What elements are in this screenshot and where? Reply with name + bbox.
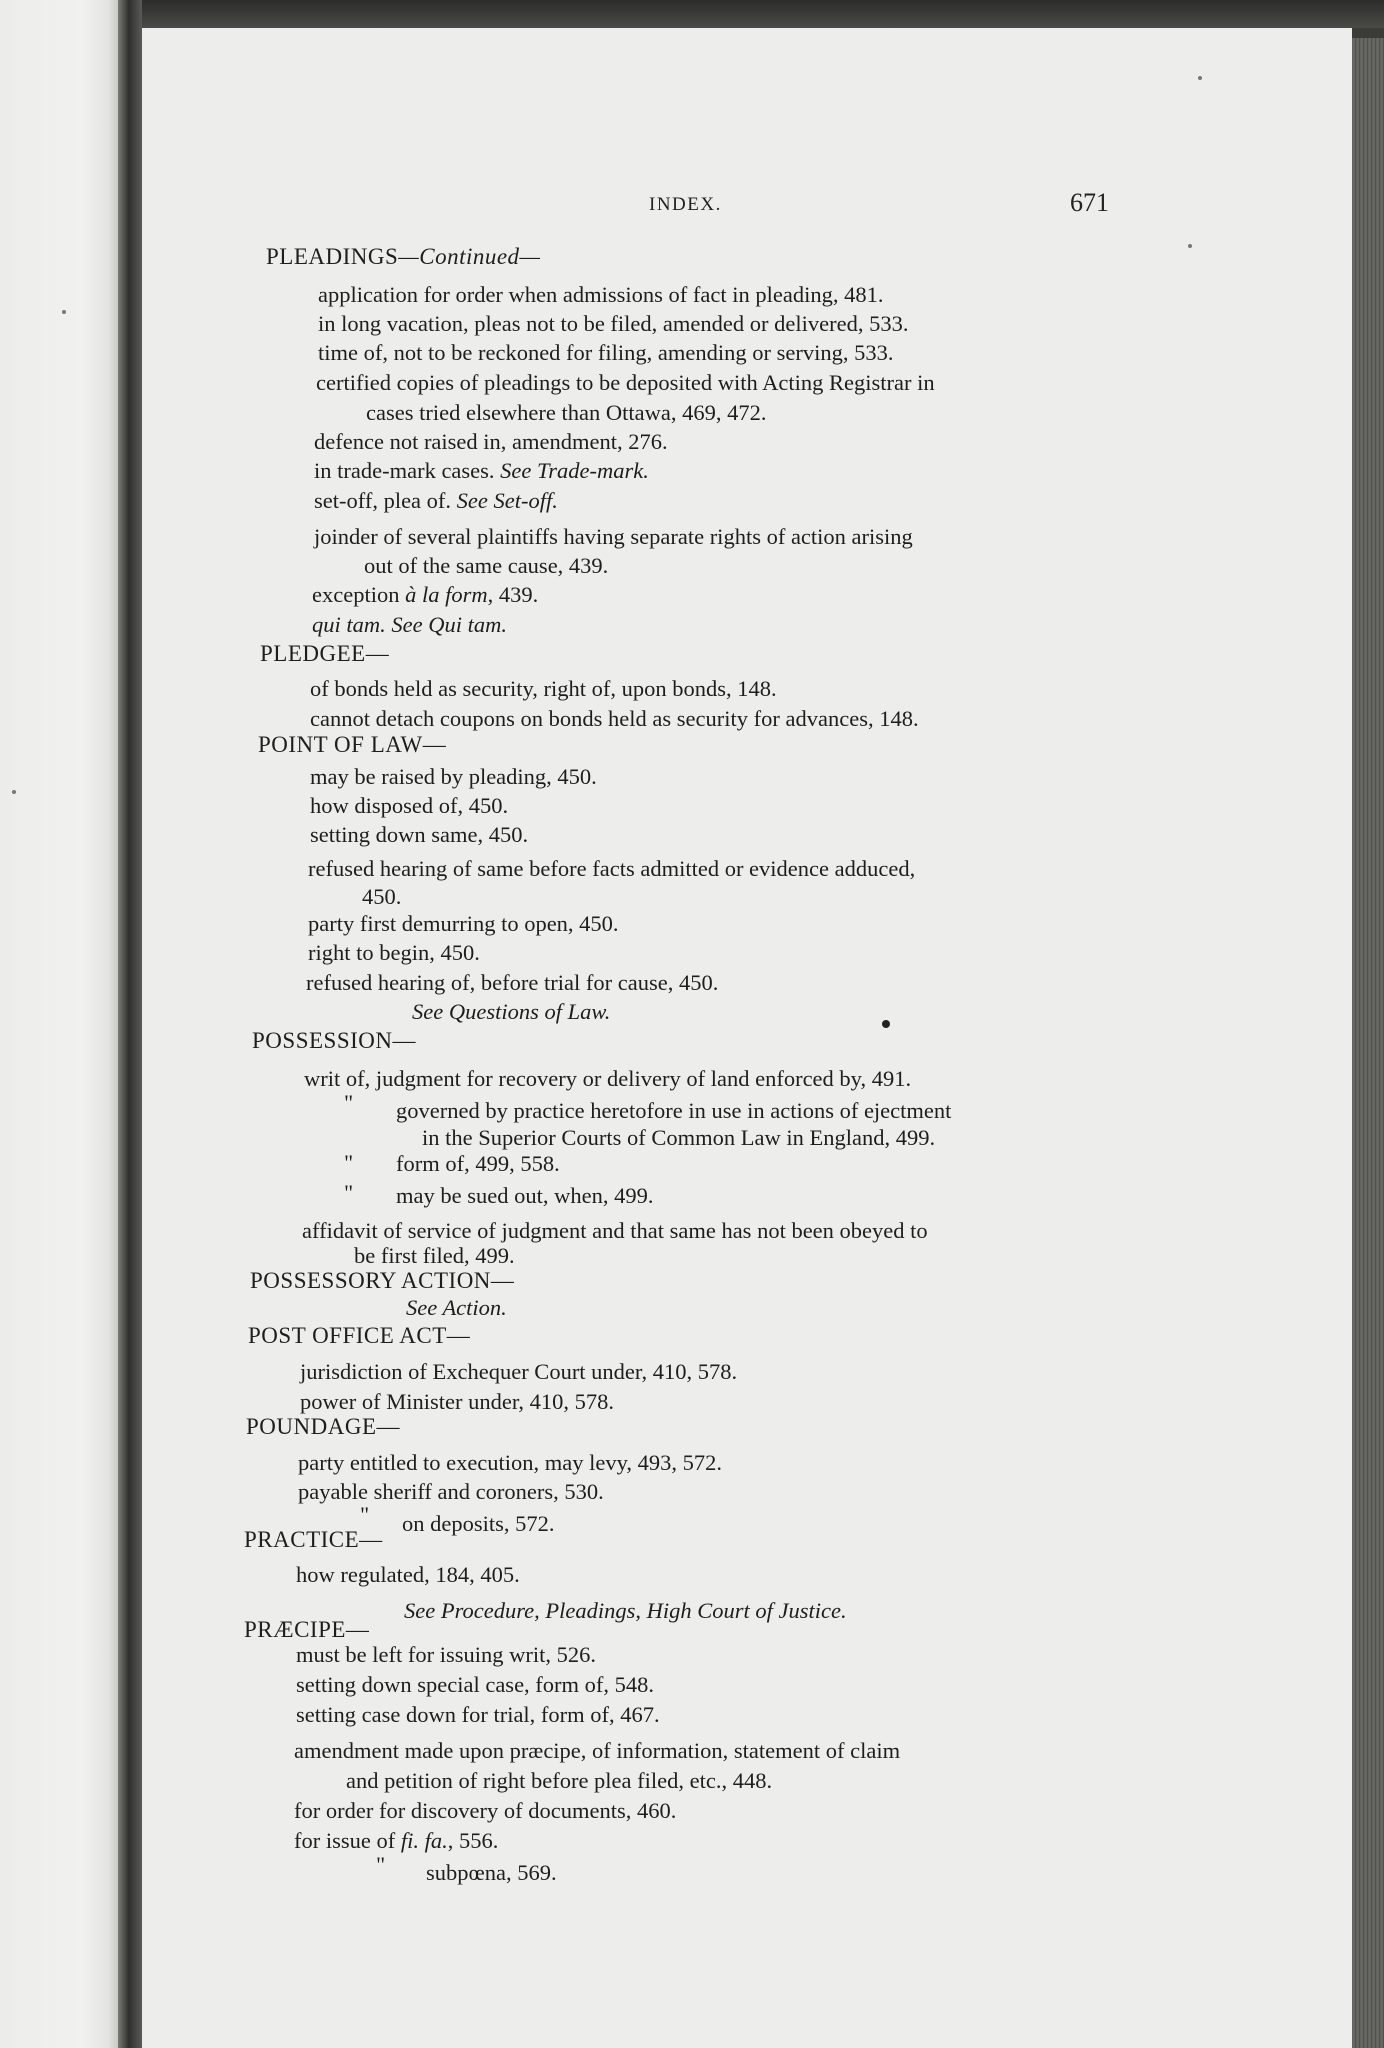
speck [1188,244,1192,248]
left-page-edge [0,0,118,2048]
subentry: certified copies of pleadings to be deposited with Acting Registrar in [316,370,935,395]
subentry: jurisdiction of Exchequer Court under, 410, 578. [300,1359,738,1384]
speck [1198,76,1202,80]
subentry: refused hearing of, before trial for cause, 450. [306,970,719,995]
subentry: time of, not to be reckoned for filing, amending or serving, 533. [318,340,894,365]
subentry: cannot detach coupons on bonds held as security for advances, 148. [310,706,919,731]
entry-heading: PLEDGEE— [260,641,390,666]
subentry-continuation: and petition of right before plea filed, etc., 448. [346,1768,773,1793]
subentry: setting case down for trial, form of, 467. [296,1702,660,1727]
subentry: on deposits, 572. [402,1511,555,1536]
subentry: for issue of fi. fa., 556. [294,1828,499,1853]
cross-reference: See Action. [406,1295,507,1320]
page-stack-edge [1352,38,1384,2048]
speck [12,790,16,794]
subentry-continuation: in the Superior Courts of Common Law in England, 499. [422,1125,936,1150]
subentry: how regulated, 184, 405. [296,1562,520,1587]
subentry-continuation: be first filed, 499. [354,1243,515,1268]
subentry-continuation: cases tried elsewhere than Ottawa, 469, 472. [366,400,767,425]
subentry: exception à la form, 439. [312,582,539,607]
subentry: party entitled to execution, may levy, 493, 572. [298,1450,723,1475]
ditto-mark: " [344,1150,354,1175]
subentry: subpœna, 569. [426,1860,557,1885]
subentry: may be sued out, when, 499. [396,1183,654,1208]
subentry: may be raised by pleading, 450. [310,764,597,789]
subentry: party first demurring to open, 450. [308,911,619,936]
entry-heading: POSSESSORY ACTION— [250,1268,515,1293]
subentry: right to begin, 450. [308,940,480,965]
ditto-mark: " [344,1090,354,1115]
subentry: setting down same, 450. [310,822,529,847]
subentry: governed by practice heretofore in use in actions of ejectment [396,1098,952,1123]
entry-heading: PRACTICE— [244,1527,383,1552]
ditto-mark: " [376,1852,386,1877]
subentry-continuation: 450. [362,884,402,909]
subentry: defence not raised in, amendment, 276. [314,429,668,454]
entry-heading: PLEADINGS—Continued— [266,244,541,269]
book-gutter [118,0,142,2048]
subentry: application for order when admissions of fact in pleading, 481. [318,282,884,307]
cross-reference: qui tam. See Qui tam. [312,612,507,637]
subentry: of bonds held as security, right of, upon bonds, 148. [310,676,777,701]
running-head: INDEX. [649,194,722,215]
top-edge [142,0,1384,28]
cross-reference: See Questions of Law. [412,999,611,1024]
subentry: refused hearing of same before facts admitted or evidence adduced, [308,856,916,881]
subentry: power of Minister under, 410, 578. [300,1389,615,1414]
subentry: set-off, plea of. See Set-off. [314,488,558,513]
subentry: payable sheriff and coroners, 530. [298,1479,604,1504]
speck [62,310,66,314]
subentry: for order for discovery of documents, 460. [294,1798,677,1823]
subentry: must be left for issuing writ, 526. [296,1642,596,1667]
subentry: setting down special case, form of, 548. [296,1672,655,1697]
subentry: how disposed of, 450. [310,793,509,818]
ditto-mark: " [360,1502,370,1527]
subentry: affidavit of service of judgment and that same has not been obeyed to [302,1218,928,1243]
subentry: form of, 499, 558. [396,1151,560,1176]
subentry: amendment made upon præcipe, of information, statement of claim [294,1738,901,1763]
subentry: joinder of several plaintiffs having separate rights of action arising [314,524,913,549]
subentry: in long vacation, pleas not to be filed, amended or delivered, 533. [318,311,909,336]
page-number: 671 [1070,188,1109,217]
ditto-mark: " [344,1180,354,1205]
subentry: writ of, judgment for recovery or delivery of land enforced by, 491. [304,1066,912,1091]
entry-heading: POSSESSION— [252,1028,416,1053]
entry-heading: POINT OF LAW— [258,732,447,757]
cross-reference: See Procedure, Pleadings, High Court of Justice. [404,1598,847,1623]
entry-heading: PRÆCIPE— [244,1617,370,1642]
entry-heading: POUNDAGE— [246,1414,400,1439]
subentry-continuation: out of the same cause, 439. [364,553,609,578]
ink-dot [882,1020,890,1028]
subentry: in trade-mark cases. See Trade-mark. [314,458,649,483]
entry-heading: POST OFFICE ACT— [248,1323,471,1348]
